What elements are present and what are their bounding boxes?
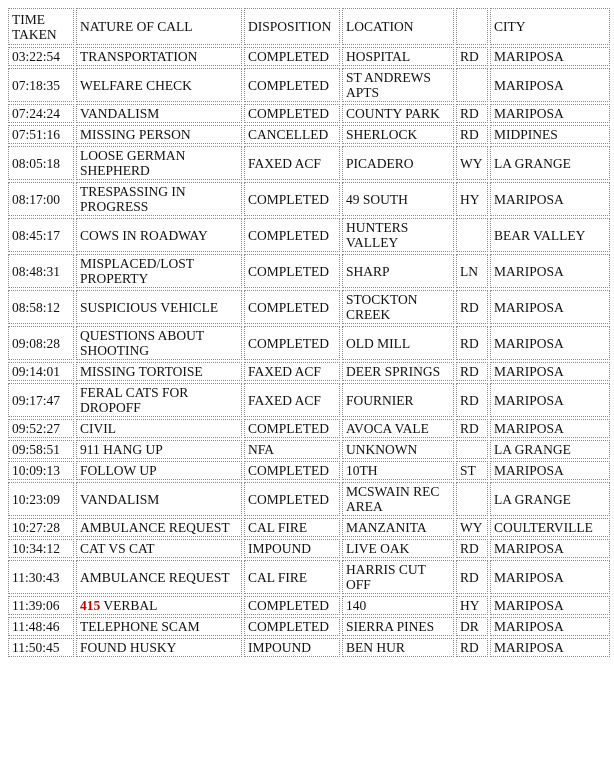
cell-location: SHERLOCK	[342, 125, 454, 144]
cell-city: LA GRANGE	[490, 440, 610, 459]
cell-city: MARIPOSA	[490, 182, 610, 216]
cell-location: LIVE OAK	[342, 539, 454, 558]
cell-time: 10:09:13	[8, 461, 74, 480]
cell-location: BEN HUR	[342, 638, 454, 657]
cell-suffix: RD	[456, 290, 488, 324]
cell-time: 10:23:09	[8, 482, 74, 516]
header-suffix	[456, 8, 488, 45]
cell-nature: COWS IN ROADWAY	[76, 218, 242, 252]
header-time-taken: TIME TAKEN	[8, 8, 74, 45]
cell-nature: 911 HANG UP	[76, 440, 242, 459]
cell-city: MARIPOSA	[490, 254, 610, 288]
cell-time: 07:24:24	[8, 104, 74, 123]
cell-disposition: IMPOUND	[244, 638, 340, 657]
cell-disposition: IMPOUND	[244, 539, 340, 558]
cell-nature: QUESTIONS ABOUT SHOOTING	[76, 326, 242, 360]
cell-disposition: COMPLETED	[244, 461, 340, 480]
cell-time: 11:50:45	[8, 638, 74, 657]
cell-location: COUNTY PARK	[342, 104, 454, 123]
cell-nature	[76, 596, 242, 615]
cell-suffix: RD	[456, 104, 488, 123]
cell-suffix: ST	[456, 461, 488, 480]
cell-location: OLD MILL	[342, 326, 454, 360]
cell-city: LA GRANGE	[490, 482, 610, 516]
cell-suffix: RD	[456, 419, 488, 438]
cell-disposition: COMPLETED	[244, 104, 340, 123]
cell-disposition: COMPLETED	[244, 482, 340, 516]
cell-disposition: CAL FIRE	[244, 518, 340, 537]
cell-nature: MISSING PERSON	[76, 125, 242, 144]
header-row	[8, 8, 610, 45]
table-row	[8, 290, 610, 324]
cell-nature: CAT VS CAT	[76, 539, 242, 558]
cell-suffix: RD	[456, 539, 488, 558]
cell-city: MARIPOSA	[490, 290, 610, 324]
cell-disposition: COMPLETED	[244, 254, 340, 288]
table-row	[8, 47, 610, 66]
table-row	[8, 539, 610, 558]
cell-nature: TRANSPORTATION	[76, 47, 242, 66]
table-row	[8, 638, 610, 657]
table-row	[8, 518, 610, 537]
cell-disposition: COMPLETED	[244, 596, 340, 615]
cell-nature: FOUND HUSKY	[76, 638, 242, 657]
cell-location: AVOCA VALE	[342, 419, 454, 438]
table-row	[8, 419, 610, 438]
cell-city: MARIPOSA	[490, 68, 610, 102]
cell-time: 09:14:01	[8, 362, 74, 381]
cell-location: HARRIS CUT OFF	[342, 560, 454, 594]
cell-suffix	[456, 440, 488, 459]
cell-nature-text: VERBAL	[103, 598, 158, 613]
cell-suffix: HY	[456, 182, 488, 216]
cell-suffix: WY	[456, 146, 488, 180]
cell-nature: TRESPASSING IN PROGRESS	[76, 182, 242, 216]
cell-time: 09:08:28	[8, 326, 74, 360]
table-row	[8, 482, 610, 516]
cell-suffix: RD	[456, 383, 488, 417]
cell-time: 08:45:17	[8, 218, 74, 252]
cell-suffix: LN	[456, 254, 488, 288]
cell-time: 11:48:46	[8, 617, 74, 636]
header-city: CITY	[490, 8, 610, 45]
cell-suffix: RD	[456, 638, 488, 657]
table-row	[8, 254, 610, 288]
header-disposition: DISPOSITION	[244, 8, 340, 45]
table-row	[8, 461, 610, 480]
cell-suffix: RD	[456, 326, 488, 360]
header-nature-of-call: NATURE OF CALL	[76, 8, 242, 45]
cell-suffix: DR	[456, 617, 488, 636]
cell-nature-code: 415	[80, 598, 101, 613]
cell-suffix	[456, 218, 488, 252]
table-row	[8, 383, 610, 417]
cell-nature: AMBULANCE REQUEST	[76, 518, 242, 537]
cell-suffix: RD	[456, 560, 488, 594]
cell-location: FOURNIER	[342, 383, 454, 417]
cell-nature: FERAL CATS FOR DROPOFF	[76, 383, 242, 417]
cell-time: 08:58:12	[8, 290, 74, 324]
cell-disposition: FAXED ACF	[244, 146, 340, 180]
cell-time: 10:34:12	[8, 539, 74, 558]
cell-time: 08:48:31	[8, 254, 74, 288]
cell-disposition: COMPLETED	[244, 68, 340, 102]
cell-suffix	[456, 68, 488, 102]
cell-time: 09:17:47	[8, 383, 74, 417]
cell-location: HUNTERS VALLEY	[342, 218, 454, 252]
cell-city: LA GRANGE	[490, 146, 610, 180]
cell-location: 140	[342, 596, 454, 615]
table-row	[8, 68, 610, 102]
cell-time: 08:17:00	[8, 182, 74, 216]
cell-time: 10:27:28	[8, 518, 74, 537]
cell-city: MARIPOSA	[490, 596, 610, 615]
cell-disposition: CANCELLED	[244, 125, 340, 144]
cell-city: MARIPOSA	[490, 383, 610, 417]
cell-location: MCSWAIN REC AREA	[342, 482, 454, 516]
cell-city: MARIPOSA	[490, 638, 610, 657]
table-row	[8, 182, 610, 216]
call-log-body	[8, 8, 610, 657]
cell-city: COULTERVILLE	[490, 518, 610, 537]
call-log-container	[6, 6, 612, 659]
cell-city: MARIPOSA	[490, 617, 610, 636]
cell-disposition: NFA	[244, 440, 340, 459]
cell-city: MARIPOSA	[490, 47, 610, 66]
cell-location: 10TH	[342, 461, 454, 480]
cell-nature: MISSING TORTOISE	[76, 362, 242, 381]
header-location: LOCATION	[342, 8, 454, 45]
cell-nature: TELEPHONE SCAM	[76, 617, 242, 636]
table-row	[8, 362, 610, 381]
cell-nature: VANDALISM	[76, 104, 242, 123]
cell-city: MARIPOSA	[490, 419, 610, 438]
cell-disposition: COMPLETED	[244, 218, 340, 252]
cell-disposition: COMPLETED	[244, 617, 340, 636]
cell-nature: SUSPICIOUS VEHICLE	[76, 290, 242, 324]
cell-nature: AMBULANCE REQUEST	[76, 560, 242, 594]
cell-time: 09:52:27	[8, 419, 74, 438]
cell-suffix: RD	[456, 362, 488, 381]
cell-location: SIERRA PINES	[342, 617, 454, 636]
cell-city: MARIPOSA	[490, 326, 610, 360]
cell-location: 49 SOUTH	[342, 182, 454, 216]
cell-time: 03:22:54	[8, 47, 74, 66]
cell-city: MIDPINES	[490, 125, 610, 144]
table-row	[8, 146, 610, 180]
cell-location: ST ANDREWS APTS	[342, 68, 454, 102]
cell-time: 11:30:43	[8, 560, 74, 594]
cell-time: 08:05:18	[8, 146, 74, 180]
cell-disposition: COMPLETED	[244, 47, 340, 66]
cell-nature: MISPLACED/LOST PROPERTY	[76, 254, 242, 288]
cell-suffix: RD	[456, 47, 488, 66]
table-row	[8, 560, 610, 594]
cell-location: STOCKTON CREEK	[342, 290, 454, 324]
cell-location: PICADERO	[342, 146, 454, 180]
table-row	[8, 218, 610, 252]
cell-location: HOSPITAL	[342, 47, 454, 66]
cell-time: 07:51:16	[8, 125, 74, 144]
cell-nature: LOOSE GERMAN SHEPHERD	[76, 146, 242, 180]
cell-suffix: WY	[456, 518, 488, 537]
cell-city: MARIPOSA	[490, 560, 610, 594]
cell-disposition: CAL FIRE	[244, 560, 340, 594]
cell-disposition: FAXED ACF	[244, 383, 340, 417]
cell-nature: FOLLOW UP	[76, 461, 242, 480]
cell-city: MARIPOSA	[490, 362, 610, 381]
cell-disposition: COMPLETED	[244, 419, 340, 438]
cell-suffix	[456, 482, 488, 516]
cell-disposition: FAXED ACF	[244, 362, 340, 381]
cell-location: UNKNOWN	[342, 440, 454, 459]
cell-time: 07:18:35	[8, 68, 74, 102]
table-row	[8, 104, 610, 123]
cell-nature: VANDALISM	[76, 482, 242, 516]
cell-suffix: RD	[456, 125, 488, 144]
cell-city: BEAR VALLEY	[490, 218, 610, 252]
call-log-table	[6, 6, 612, 659]
table-row	[8, 596, 610, 615]
cell-disposition: COMPLETED	[244, 326, 340, 360]
cell-city: MARIPOSA	[490, 539, 610, 558]
cell-time: 11:39:06	[8, 596, 74, 615]
cell-city: MARIPOSA	[490, 104, 610, 123]
cell-nature: CIVIL	[76, 419, 242, 438]
table-row	[8, 326, 610, 360]
cell-city: MARIPOSA	[490, 461, 610, 480]
cell-location: MANZANITA	[342, 518, 454, 537]
cell-time: 09:58:51	[8, 440, 74, 459]
table-row	[8, 617, 610, 636]
cell-disposition: COMPLETED	[244, 182, 340, 216]
cell-location: DEER SPRINGS	[342, 362, 454, 381]
cell-suffix: HY	[456, 596, 488, 615]
cell-location: SHARP	[342, 254, 454, 288]
cell-nature: WELFARE CHECK	[76, 68, 242, 102]
cell-disposition: COMPLETED	[244, 290, 340, 324]
table-row	[8, 440, 610, 459]
table-row	[8, 125, 610, 144]
